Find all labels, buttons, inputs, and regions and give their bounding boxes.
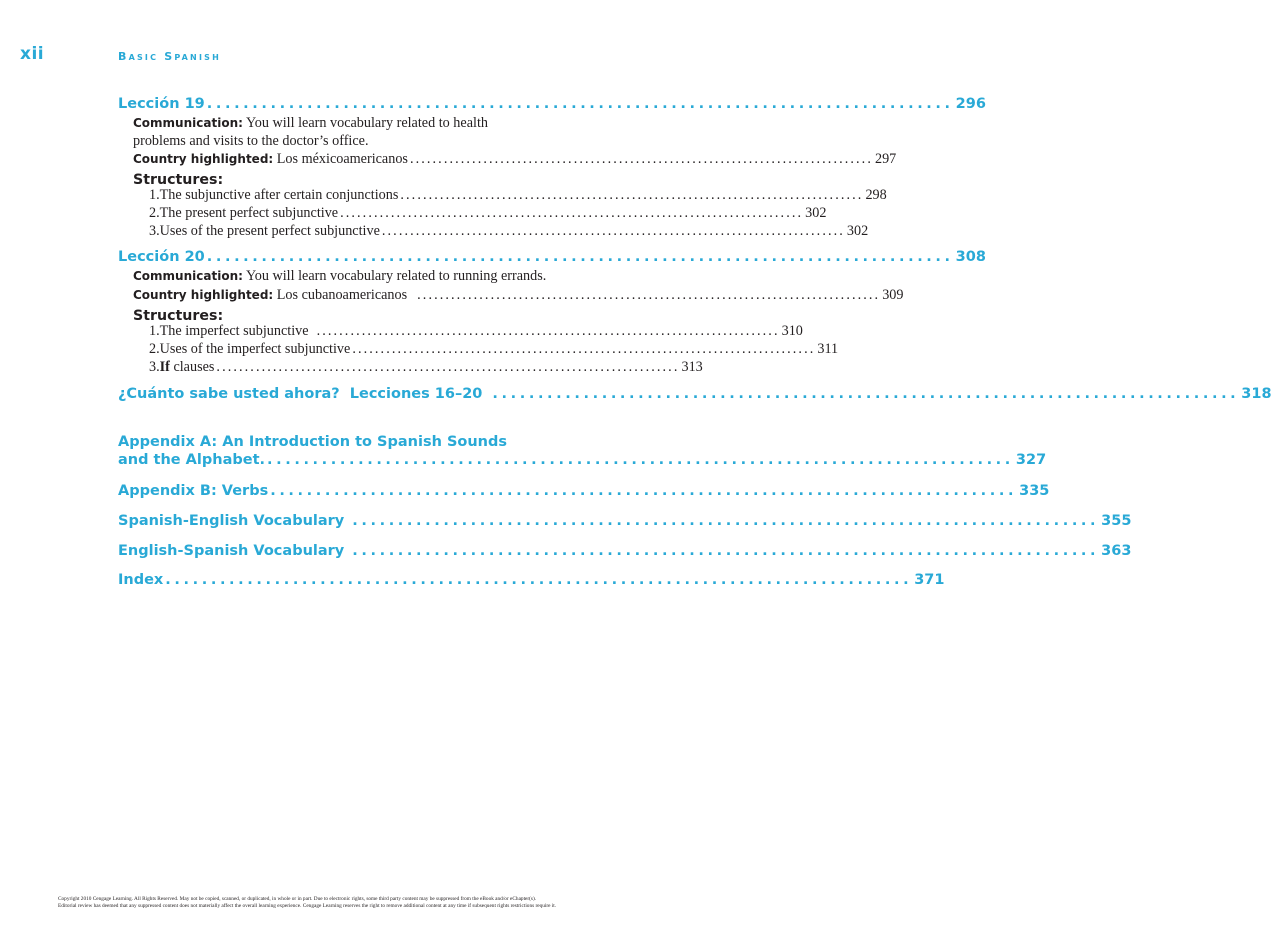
structure-text: The subjunctive after certain conjunctions bbox=[159, 187, 399, 203]
copyright-line: Copyright 2010 Cengage Learning. All Rights Reserved. May not be copied, scanned, or duplicated, in whole or in part. Due to electronic rights, some third party content may be suppressed from the eBook and/or eChapter(s). bbox=[58, 896, 537, 902]
dot-leader: .................................................................................. bbox=[352, 513, 1100, 529]
dot-leader: .................................................................................. bbox=[206, 249, 954, 265]
toc-entry-review[interactable] bbox=[118, 386, 1272, 402]
dot-leader: .................................................................................. bbox=[340, 205, 804, 221]
dot-leader: .................................................................................. bbox=[352, 543, 1100, 559]
toc-entry-english-spanish[interactable] bbox=[118, 543, 1132, 559]
toc-entry-spanish-english[interactable] bbox=[118, 513, 1132, 529]
toc-entry-structure[interactable] bbox=[149, 223, 869, 240]
toc-page: 335 bbox=[1019, 483, 1050, 499]
toc-page: 309 bbox=[882, 287, 904, 303]
toc-title: Lección 20 bbox=[118, 249, 205, 265]
structure-text: The imperfect subjunctive bbox=[159, 323, 309, 339]
toc-entry-country[interactable] bbox=[133, 151, 897, 168]
structure-bold-text: If bbox=[159, 359, 170, 375]
structure-number: 2. bbox=[149, 205, 160, 221]
communication-label: Communication: bbox=[133, 116, 243, 130]
structure-text: clauses bbox=[173, 359, 215, 375]
structure-number: 3. bbox=[149, 223, 160, 239]
toc-page: 302 bbox=[805, 205, 827, 221]
communication-text-continued: problems and visits to the doctor’s office. bbox=[133, 133, 369, 149]
dot-leader: .................................................................................. bbox=[216, 359, 680, 375]
structure-number: 1. bbox=[149, 187, 160, 203]
toc-title: Appendix B: Verbs bbox=[118, 483, 269, 499]
structures-label: Structures: bbox=[133, 308, 224, 324]
toc-title: ¿Cuánto sabe usted ahora? Lecciones 16–20 bbox=[118, 386, 483, 402]
toc-page: 363 bbox=[1101, 543, 1132, 559]
structures-label: Structures: bbox=[133, 172, 224, 188]
dot-leader: .................................................................................. bbox=[165, 572, 913, 588]
toc-title: and the Alphabet. bbox=[118, 452, 266, 468]
toc-entry-leccion-19[interactable] bbox=[118, 96, 986, 112]
toc-entry-appendix-b[interactable] bbox=[118, 483, 1050, 499]
dot-leader: .................................................................................. bbox=[270, 483, 1018, 499]
dot-leader: .................................................................................. bbox=[381, 223, 845, 239]
country-text: Los cubanoamericanos bbox=[276, 287, 408, 303]
country-label: Country highlighted: bbox=[133, 288, 274, 302]
communication-text: You will learn vocabulary related to running errands. bbox=[245, 268, 547, 284]
dot-leader: .................................................................................. bbox=[267, 452, 1014, 468]
toc-title-appendix-a: Appendix A: An Introduction to Spanish Sounds bbox=[118, 434, 508, 450]
toc-page: 302 bbox=[846, 223, 869, 239]
toc-title: Spanish-English Vocabulary bbox=[118, 513, 345, 529]
toc-page: 371 bbox=[914, 572, 945, 588]
dot-leader: .................................................................................. bbox=[206, 96, 954, 112]
toc-entry-structure[interactable] bbox=[149, 205, 827, 222]
page-number: xii bbox=[20, 44, 45, 64]
structure-number: 2. bbox=[149, 341, 160, 357]
toc-entry-structure[interactable] bbox=[149, 187, 887, 204]
structure-text: Uses of the imperfect subjunctive bbox=[159, 341, 351, 357]
toc-title: English-Spanish Vocabulary bbox=[118, 543, 345, 559]
structure-number: 3. bbox=[149, 359, 160, 375]
dot-leader: .................................................................................. bbox=[417, 287, 881, 303]
dot-leader: .................................................................................. bbox=[400, 187, 864, 203]
toc-page: 313 bbox=[681, 359, 703, 375]
dot-leader: .................................................................................. bbox=[492, 386, 1240, 402]
dot-leader: .................................................................................. bbox=[316, 323, 780, 339]
toc-entry-appendix-a[interactable] bbox=[118, 452, 1047, 468]
country-label: Country highlighted: bbox=[133, 152, 274, 166]
toc-entry-structure[interactable] bbox=[149, 359, 703, 376]
toc-entry-index[interactable] bbox=[118, 572, 945, 588]
copyright-line: Editorial review has deemed that any suppressed content does not materially affect the overall learning experience. Cengage Learning reserves the right to remove additional content at any time if subsequent rights restrictions require it. bbox=[58, 903, 557, 909]
structure-number: 1. bbox=[149, 323, 160, 339]
toc-page: 308 bbox=[955, 249, 986, 265]
toc-page: 297 bbox=[874, 151, 897, 167]
toc-title: Lección 19 bbox=[118, 96, 205, 112]
toc-page: 355 bbox=[1101, 513, 1132, 529]
toc-entry-leccion-20[interactable] bbox=[118, 249, 986, 265]
toc-page: 327 bbox=[1015, 452, 1047, 468]
toc-title: Index bbox=[118, 572, 164, 588]
toc-page: 310 bbox=[781, 323, 803, 339]
communication-line bbox=[133, 115, 488, 132]
structure-text: Uses of the present perfect subjunctive bbox=[159, 223, 380, 239]
toc-entry-country[interactable] bbox=[133, 287, 904, 304]
communication-text: You will learn vocabulary related to health bbox=[245, 115, 488, 131]
toc-entry-structure[interactable] bbox=[149, 323, 803, 340]
toc-page: 311 bbox=[817, 341, 839, 357]
toc-page: 298 bbox=[865, 187, 887, 203]
communication-line bbox=[133, 268, 546, 285]
copyright-footer bbox=[58, 896, 588, 910]
structure-text: The present perfect subjunctive bbox=[159, 205, 339, 221]
dot-leader: .................................................................................. bbox=[409, 151, 873, 167]
dot-leader: .................................................................................. bbox=[352, 341, 816, 357]
toc-page: 296 bbox=[955, 96, 986, 112]
toc-entry-structure[interactable] bbox=[149, 341, 839, 358]
toc-page: 318 bbox=[1241, 386, 1272, 402]
country-text: Los méxicoamericanos bbox=[276, 151, 408, 167]
running-title: Basic Spanish bbox=[118, 50, 221, 63]
communication-label: Communication: bbox=[133, 269, 243, 283]
